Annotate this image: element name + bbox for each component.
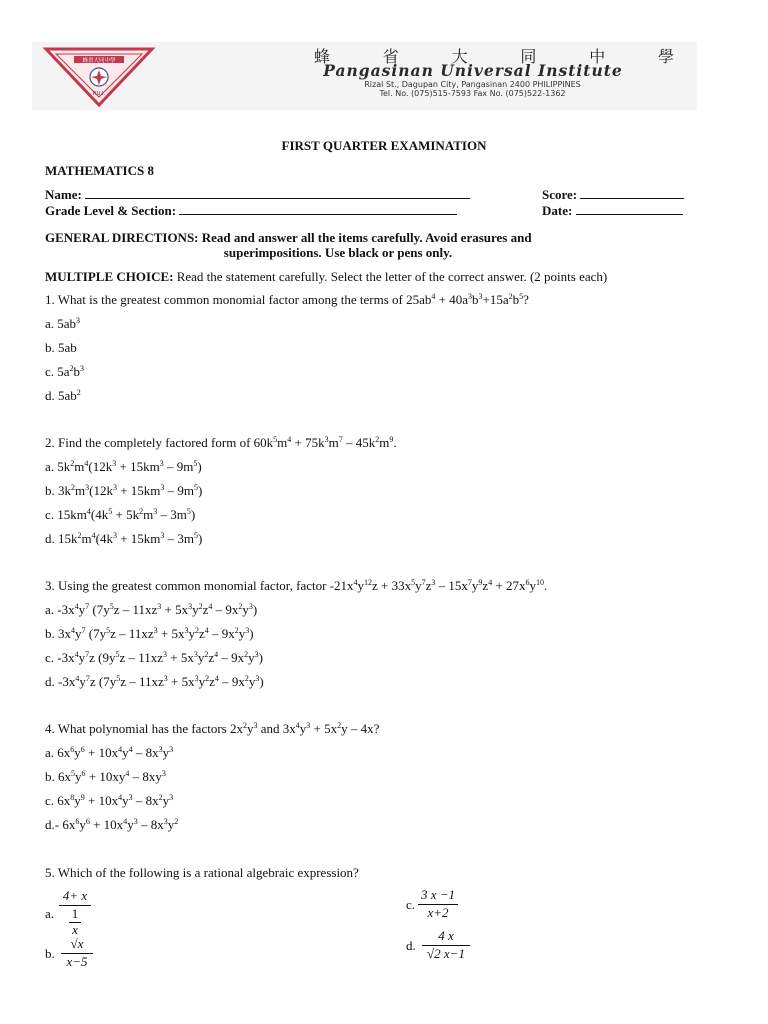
q3-option-b: b. $3x^4y^7$ $(7y^5z - 11xz^3 + 5x^3y^2z^4 - 9x^2y^3)$: [45, 626, 254, 641]
option-letter: d.: [406, 938, 416, 953]
date-label: Date:: [542, 203, 573, 218]
chinese-char: 同: [520, 47, 537, 66]
q5-option-b: [45, 936, 105, 972]
fraction-numerator: √x: [70, 936, 84, 951]
contact-line: Tel. No. (075)515-7593 Fax No. (075)522-1362: [379, 89, 566, 98]
fraction-inner-denominator: x: [72, 922, 78, 937]
question-3: 3. Using the greatest common monomial factor, factor $-21x^4y^{12}z + 33x^5y^7z^3 - 15x^7y^9z^4 + 27x^6y^{10}$.: [45, 578, 548, 593]
multiple-choice-instructions: [45, 269, 607, 285]
q5-option-c: [406, 887, 476, 923]
q3-option-a: a. $-3x^4y^7$ $(7y^5z - 11xz^3 + 5x^3y^2z^4 - 9x^2y^3)$: [45, 602, 258, 617]
school-logo: [40, 45, 158, 107]
q5-option-a: [45, 886, 105, 938]
chinese-char: 大: [451, 47, 468, 66]
score-label: Score:: [542, 187, 578, 202]
q3-option-c: c. $-3x^4y^7z$ $(9y^5z - 11xz^3 + 5x^3y^2z^4 - 9x^2y^3)$: [45, 650, 263, 665]
grade-row: [45, 203, 457, 219]
q2-option-b: b. $3k^2m^3(12k^3 + 15km^3 - 9m^5)$: [45, 483, 203, 498]
q1-option-d: d. $5ab^2$: [45, 388, 81, 403]
fraction-inner-numerator: 1: [71, 906, 79, 921]
q4-option-a: a. $6x^6y^6 + 10x^4y^4 - 8x^3y^3$: [45, 745, 174, 760]
q1-option-c: c. $5a^2b^3$: [45, 364, 85, 379]
option-letter: c.: [406, 897, 416, 912]
grade-blank: [179, 203, 457, 215]
chinese-char: 省: [382, 47, 399, 66]
q2-option-c: c. $15km^4(4k^5 + 5k^2m^3 - 3m^5)$: [45, 507, 196, 522]
question-5: 5. Which of the following is a rational algebraic expression?: [45, 865, 359, 880]
name-row: [45, 187, 470, 203]
fraction-denominator: x−5: [66, 954, 88, 969]
fraction-numerator: 4+ x: [62, 888, 88, 903]
fraction-numerator: 3 x −1: [420, 887, 456, 902]
mc-label: MULTIPLE CHOICE:: [45, 269, 174, 284]
chinese-char: 中: [589, 47, 606, 66]
chinese-char: 蜂: [314, 47, 331, 66]
question-2: 2. Find the completely factored form of $60k^5m^4 + 75k^3m^7 - 45k^2m^9$.: [45, 435, 397, 450]
option-letter: a.: [45, 906, 55, 921]
date-blank: [576, 203, 683, 215]
logo-chinese: 蜂省大同中學: [82, 58, 116, 64]
q3-option-d: d. $-3x^4y^7z$ $(7y^5z - 11xz^3 + 5x^3y^2z^4 - 9x^2y^3)$: [45, 674, 264, 689]
name-blank: [85, 187, 470, 199]
question-1: 1. What is the greatest common monomial factor among the terms of $25ab^4 + 40a^3b^3+15a^2b^5$?: [45, 292, 529, 307]
chinese-char: 學: [657, 47, 674, 66]
q2-option-d: d. $15k^2m^4(4k^3 + 15km^3 - 3m^5)$: [45, 531, 203, 546]
option-letter: b.: [45, 946, 55, 961]
q5-option-d: [406, 928, 486, 964]
q4-option-c: c. $6x^8y^9 + 10x^4y^3 - 8x^2y^3$: [45, 793, 174, 808]
q2-option-a: a. $5k^2m^4(12k^3 + 15km^3 - 9m^5)$: [45, 459, 202, 474]
directions-line: GENERAL DIRECTIONS: Read and answer all the items carefully. Avoid erasures and: [45, 230, 532, 245]
mc-text: Read the statement carefully. Select the letter of the correct answer. (2 points each): [173, 269, 608, 284]
school-address: [300, 80, 645, 98]
date-row: [542, 203, 683, 219]
q4-option-d: d.- $6x^6y^6 + 10x^4y^3 - 8x^3y^2$: [45, 817, 179, 832]
score-row: [542, 187, 684, 203]
fraction-denominator: √2 x−1: [427, 946, 465, 961]
question-4: 4. What polynomial has the factors $2x^2y^3$ and $3x^4y^3 + 5x^2y - 4x$?: [45, 721, 380, 736]
fraction-denominator: x+2: [427, 905, 449, 920]
address-line: Rizal St., Dagupan City, Pangasinan 2400 PHILIPPINES: [364, 80, 581, 89]
school-name: Pangasinan Universal Institute: [323, 61, 623, 80]
q4-option-b: b. $6x^5y^6 + 10xy^4 - 8xy^3$: [45, 769, 166, 784]
exam-subject: MATHEMATICS 8: [45, 163, 154, 178]
fraction-numerator: 4 x: [438, 928, 454, 943]
exam-title: FIRST QUARTER EXAMINATION: [281, 138, 487, 153]
score-blank: [580, 187, 684, 199]
logo-initials: P.U.I.: [92, 91, 106, 97]
q1-option-b: b. 5ab: [45, 340, 77, 355]
name-label: Name:: [45, 187, 82, 202]
general-directions: [45, 230, 645, 260]
letterhead: [32, 42, 697, 110]
grade-label: Grade Level & Section:: [45, 203, 177, 218]
directions-line: superimpositions. Use black or pens only.: [223, 245, 453, 260]
q1-option-a: a. $5ab^3$: [45, 316, 81, 331]
